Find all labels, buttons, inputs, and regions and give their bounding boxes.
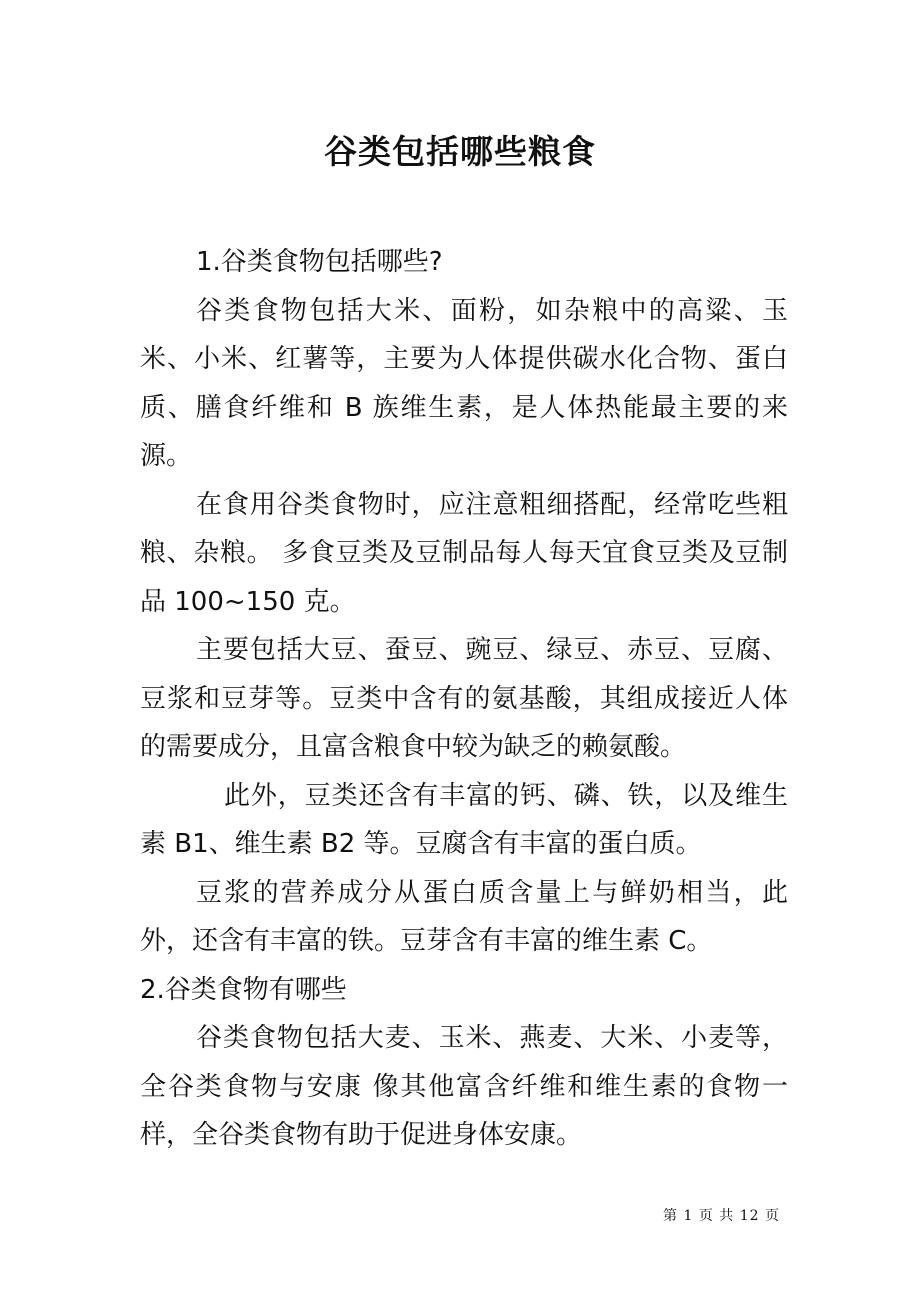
paragraph-whole-grains: 谷类食物包括大麦、玉米、燕麦、大米、小麦等，全谷类食物与安康 像其他富含纤维和维生素的食物一样，全谷类食物有助于促进身体安康。 xyxy=(140,1023,788,1150)
paragraph-grains-overview: 谷类食物包括大米、面粉，如杂粮中的高粱、玉米、小米、红薯等，主要为人体提供碳水化合物、蛋白质、膳食纤维和 B 族维生素，是人体热能最主要的来源。 xyxy=(140,295,788,471)
document-body xyxy=(140,238,788,1160)
paragraph-coarse-grains: 在食用谷类食物时，应注意粗细搭配，经常吃些粗粮、杂粮。 多食豆类及豆制品每人每天宜食豆类及豆制品 100~150 克。 xyxy=(140,489,788,617)
paragraph-beans-minerals: 此外，豆类还含有丰富的钙、磷、铁，以及维生素 B1、维生素 B2 等。豆腐含有丰富的蛋白质。 xyxy=(140,780,788,859)
section-heading-1: 1.谷类食物包括哪些? xyxy=(196,247,443,277)
document-title: 谷类包括哪些粮食 xyxy=(324,132,596,171)
section-heading-2: 2.谷类食物有哪些 xyxy=(140,974,347,1005)
page-number: 第 1 页 共 12 页 xyxy=(663,1208,780,1224)
paragraph-soy-milk: 豆浆的营养成分从蛋白质含量上与鲜奶相当，此外，还含有丰富的铁。豆芽含有丰富的维生素 C。 xyxy=(140,877,788,956)
paragraph-beans-list: 主要包括大豆、蚕豆、豌豆、绿豆、赤豆、豆腐、豆浆和豆芽等。豆类中含有的氨基酸，其组成接近人体的需要成分，且富含粮食中较为缺乏的赖氨酸。 xyxy=(140,635,788,762)
